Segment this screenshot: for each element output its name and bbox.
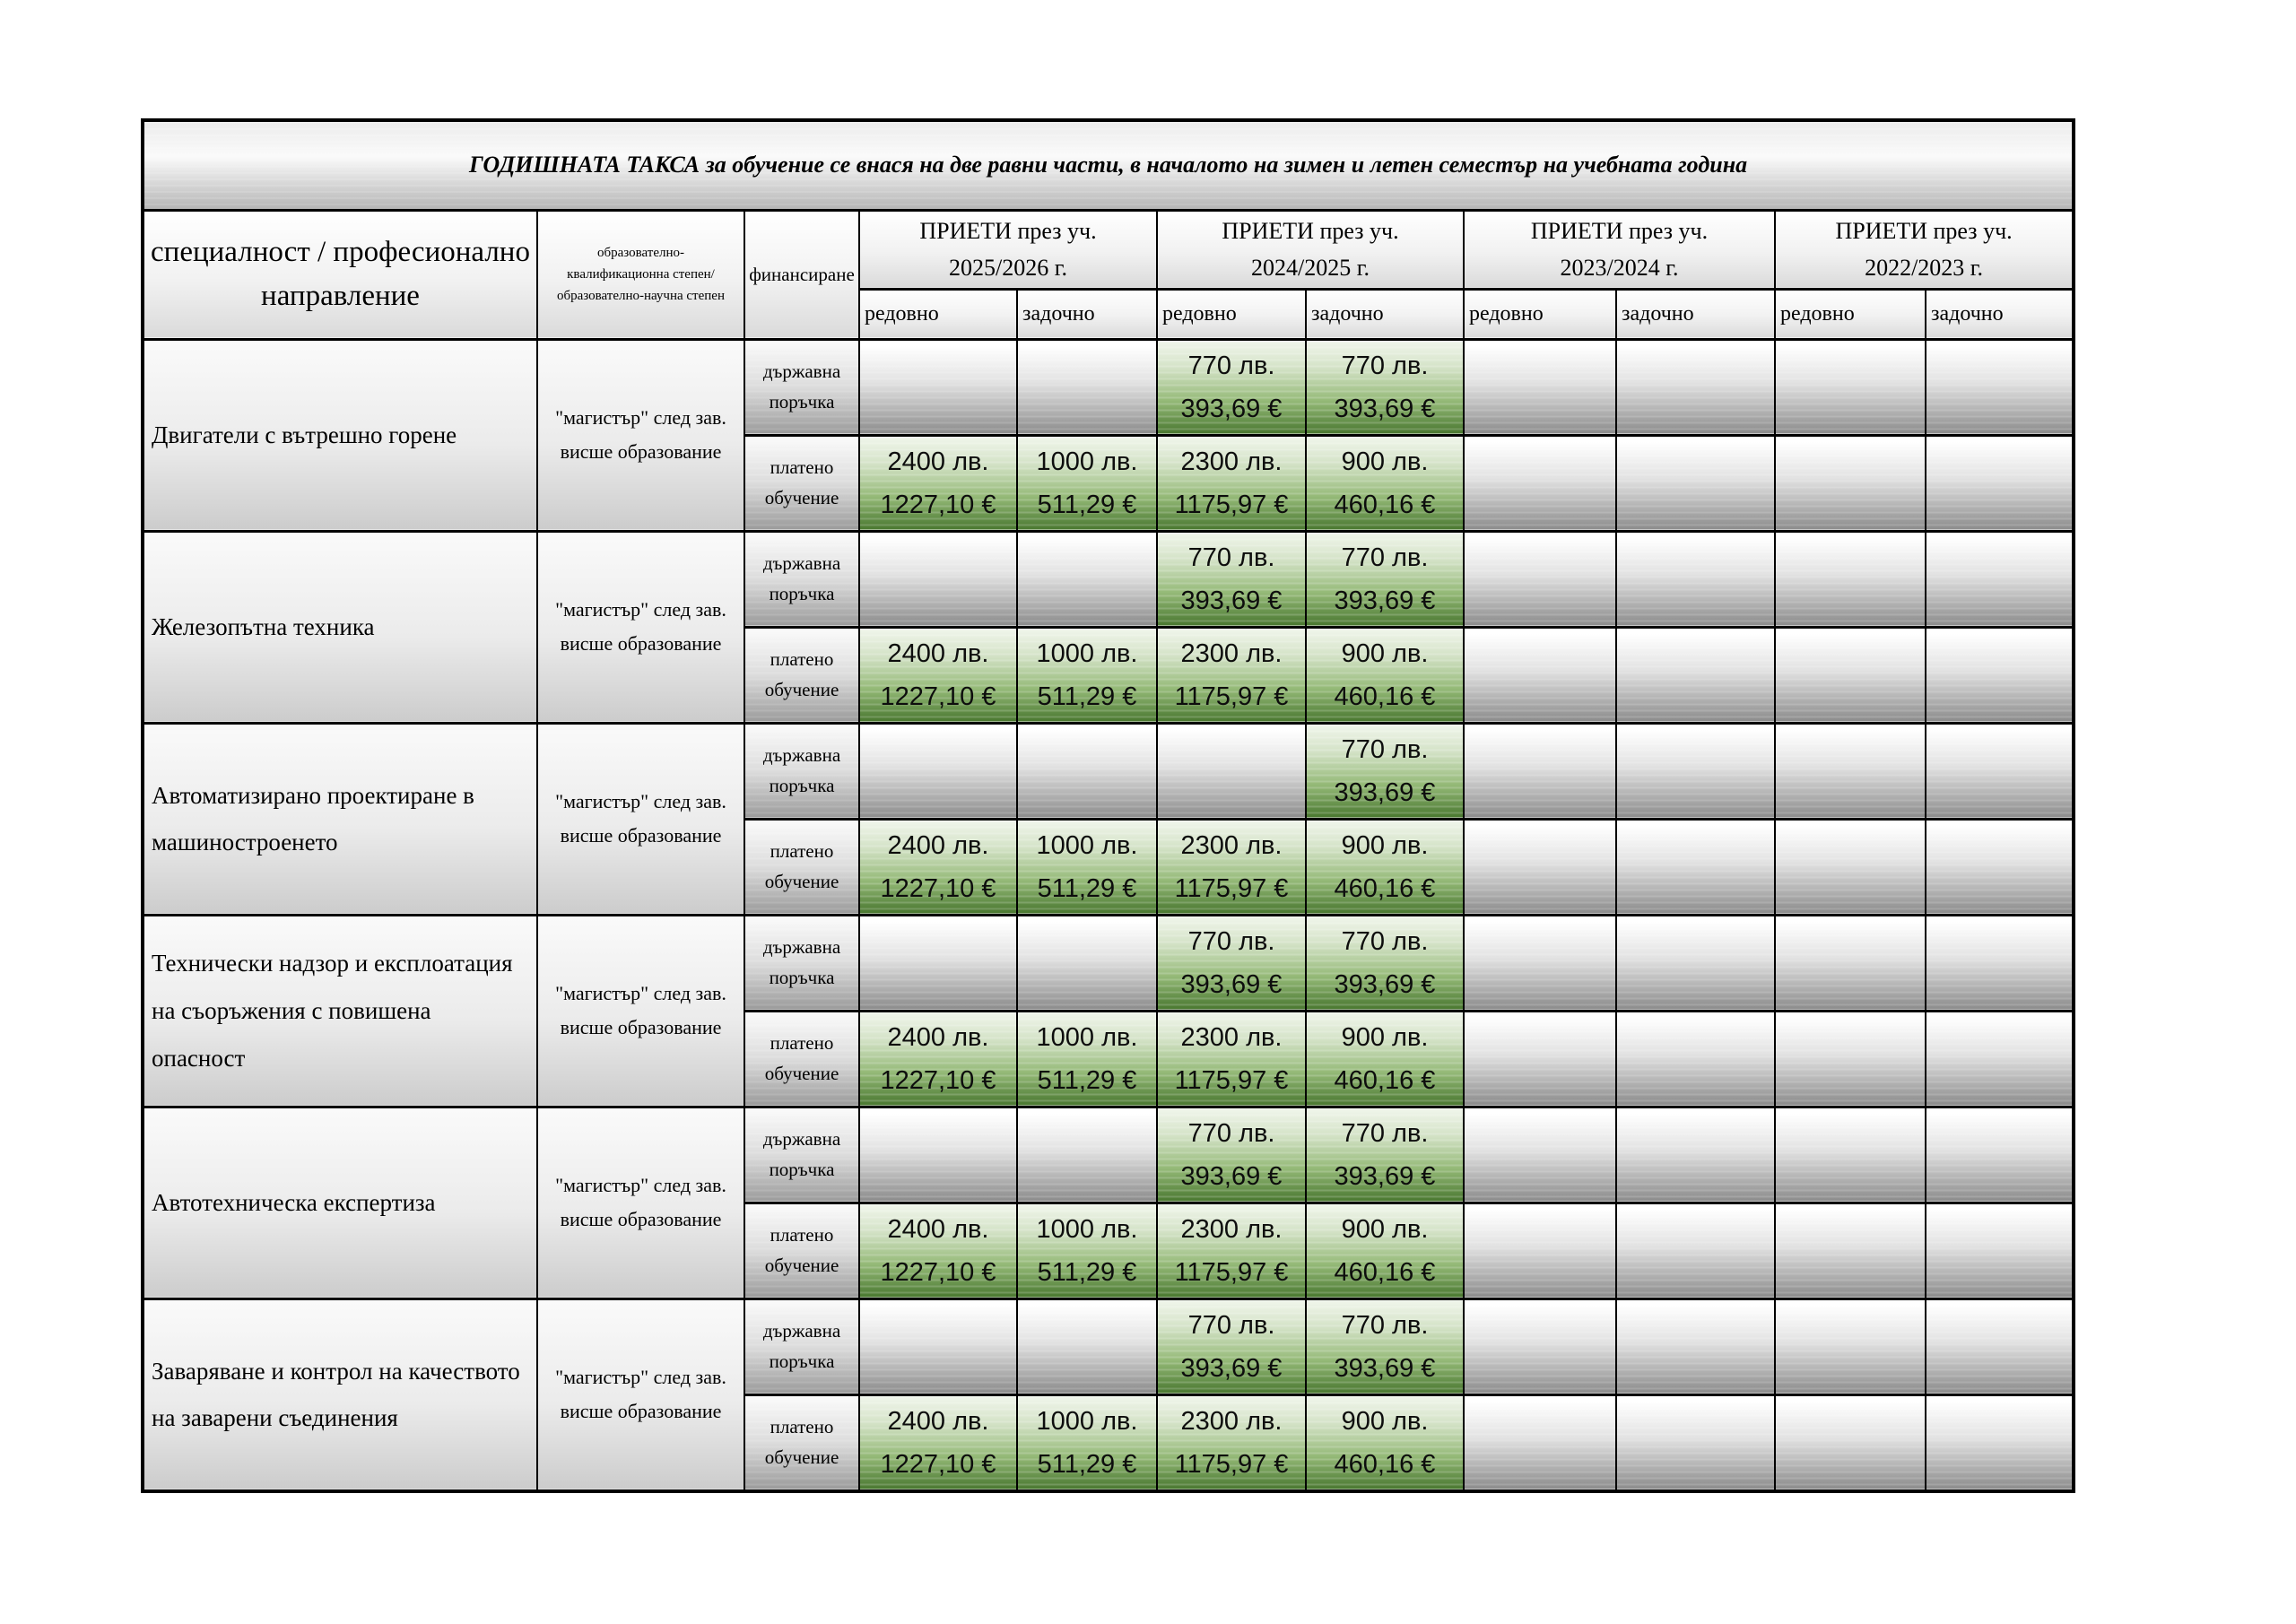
fee-amount-lv: 1000 лв. bbox=[1036, 1022, 1138, 1052]
fee-amount-lv: 770 лв. bbox=[1187, 926, 1275, 956]
fee-amount-lv: 770 лв. bbox=[1187, 351, 1275, 380]
fee-cell bbox=[1157, 1011, 1306, 1107]
fee-cell-empty bbox=[1616, 1203, 1775, 1298]
fee-amount-eur: 460,16 € bbox=[1334, 1449, 1436, 1479]
mode-header-full-time: редовно bbox=[1157, 289, 1306, 339]
fee-cell-empty bbox=[1926, 1011, 2074, 1107]
fee-amount-eur: 393,69 € bbox=[1334, 969, 1436, 999]
fee-cell-empty bbox=[1464, 819, 1616, 915]
fee-amount-lv: 770 лв. bbox=[1187, 1118, 1275, 1148]
fee-amount-eur: 511,29 € bbox=[1037, 873, 1137, 903]
fee-amount-eur: 460,16 € bbox=[1334, 1257, 1436, 1287]
year-header-label: ПРИЕТИ през уч. bbox=[1222, 217, 1399, 244]
specialty-cell: Автоматизирано проектиране в машиностроенето bbox=[143, 723, 537, 915]
specialty-cell: Железопътна техника bbox=[143, 531, 537, 723]
fee-cell bbox=[1017, 435, 1157, 531]
fee-cell-empty bbox=[1775, 1298, 1926, 1394]
fee-cell-empty bbox=[1464, 1298, 1616, 1394]
fee-cell-empty bbox=[1926, 915, 2074, 1011]
fee-cell bbox=[859, 1011, 1017, 1107]
specialty-cell: Заваряване и контрол на качеството на заварени съединения bbox=[143, 1298, 537, 1491]
year-header-label: ПРИЕТИ през уч. bbox=[1530, 217, 1709, 244]
financing-paid-label: платено обучение bbox=[744, 1203, 859, 1298]
fee-cell bbox=[1157, 1394, 1306, 1491]
fee-amount-eur: 393,69 € bbox=[1180, 394, 1283, 423]
fee-amount-lv: 2300 лв. bbox=[1180, 447, 1283, 476]
fee-cell-empty bbox=[1775, 1011, 1926, 1107]
fee-amount-eur: 511,29 € bbox=[1037, 1065, 1137, 1095]
fee-cell-empty bbox=[1926, 531, 2074, 627]
fee-cell-empty bbox=[1616, 915, 1775, 1011]
fee-amount-lv: 900 лв. bbox=[1341, 1406, 1429, 1436]
fee-amount-eur: 1227,10 € bbox=[880, 1257, 996, 1287]
fee-cell-empty bbox=[1464, 1107, 1616, 1203]
specialty-cell: Технически надзор и експлоатация на съоръжения с повишена опасност bbox=[143, 915, 537, 1107]
financing-state-label: държавна поръчка bbox=[744, 339, 859, 435]
fee-cell-empty bbox=[1464, 1011, 1616, 1107]
fee-table bbox=[141, 118, 2075, 1493]
fee-cell bbox=[1306, 435, 1464, 531]
fee-amount-lv: 2400 лв. bbox=[887, 1214, 989, 1244]
fee-cell-empty bbox=[1017, 531, 1157, 627]
fee-row-state bbox=[143, 339, 2074, 435]
fee-row-state bbox=[143, 915, 2074, 1011]
fee-amount-eur: 511,29 € bbox=[1037, 682, 1137, 711]
fee-cell-empty bbox=[859, 1107, 1017, 1203]
fee-amount-eur: 1175,97 € bbox=[1174, 682, 1289, 711]
fee-amount-eur: 460,16 € bbox=[1334, 1065, 1436, 1095]
fee-amount-eur: 1175,97 € bbox=[1174, 1257, 1289, 1287]
fee-amount-lv: 2400 лв. bbox=[887, 447, 989, 476]
fee-cell-empty bbox=[1775, 819, 1926, 915]
fee-cell-empty bbox=[1926, 627, 2074, 723]
fee-cell-empty bbox=[1017, 1107, 1157, 1203]
fee-amount-lv: 2300 лв. bbox=[1180, 830, 1283, 860]
fee-cell bbox=[1157, 1298, 1306, 1394]
fee-row-state bbox=[143, 723, 2074, 819]
fee-amount-lv: 2300 лв. bbox=[1180, 1022, 1283, 1052]
fee-cell-empty bbox=[1616, 723, 1775, 819]
financing-state-label: държавна поръчка bbox=[744, 1107, 859, 1203]
fee-cell-empty bbox=[1464, 1203, 1616, 1298]
degree-cell: "магистър" след зав. висше образование bbox=[537, 1298, 744, 1491]
fee-cell bbox=[1306, 1107, 1464, 1203]
fee-cell-empty bbox=[1157, 723, 1306, 819]
fee-cell-empty bbox=[1464, 627, 1616, 723]
fee-cell bbox=[1306, 1298, 1464, 1394]
fee-amount-lv: 2400 лв. bbox=[887, 1022, 989, 1052]
fee-cell bbox=[1017, 1394, 1157, 1491]
fee-amount-eur: 1175,97 € bbox=[1174, 490, 1289, 519]
financing-paid-label: платено обучение bbox=[744, 435, 859, 531]
fee-amount-lv: 2400 лв. bbox=[887, 638, 989, 668]
col-header-year-2022-2023 bbox=[1775, 210, 2074, 289]
degree-cell: "магистър" след зав. висше образование bbox=[537, 339, 744, 531]
fee-amount-eur: 393,69 € bbox=[1334, 586, 1436, 615]
fee-cell bbox=[1157, 1203, 1306, 1298]
fee-amount-lv: 900 лв. bbox=[1341, 1214, 1429, 1244]
fee-cell-empty bbox=[1464, 339, 1616, 435]
degree-cell: "магистър" след зав. висше образование bbox=[537, 723, 744, 915]
header-row bbox=[143, 210, 2074, 289]
year-header-period: 2023/2024 г. bbox=[1560, 255, 1679, 282]
financing-paid-label: платено обучение bbox=[744, 819, 859, 915]
fee-cell-empty bbox=[1616, 1107, 1775, 1203]
fee-cell-empty bbox=[1616, 627, 1775, 723]
fee-cell-empty bbox=[1926, 819, 2074, 915]
financing-state-label: държавна поръчка bbox=[744, 915, 859, 1011]
fee-cell-empty bbox=[859, 531, 1017, 627]
year-header-period: 2022/2023 г. bbox=[1865, 255, 1984, 282]
fee-amount-lv: 2300 лв. bbox=[1180, 1214, 1283, 1244]
fee-amount-lv: 900 лв. bbox=[1341, 638, 1429, 668]
fee-cell-empty bbox=[1775, 435, 1926, 531]
fee-row-state bbox=[143, 1107, 2074, 1203]
fee-cell bbox=[859, 627, 1017, 723]
fee-cell-empty bbox=[1616, 531, 1775, 627]
fee-cell bbox=[1306, 1203, 1464, 1298]
fee-row-state bbox=[143, 1298, 2074, 1394]
fee-cell-empty bbox=[1775, 723, 1926, 819]
fee-amount-lv: 900 лв. bbox=[1341, 830, 1429, 860]
fee-cell-empty bbox=[1926, 435, 2074, 531]
fee-cell-empty bbox=[1616, 435, 1775, 531]
fee-amount-eur: 1175,97 € bbox=[1174, 1449, 1289, 1479]
fee-cell-empty bbox=[1926, 1107, 2074, 1203]
fee-cell-empty bbox=[1775, 627, 1926, 723]
mode-header-full-time: редовно bbox=[1464, 289, 1616, 339]
fee-cell-empty bbox=[1464, 723, 1616, 819]
fee-cell-empty bbox=[1775, 1107, 1926, 1203]
fee-amount-lv: 770 лв. bbox=[1341, 543, 1429, 572]
title-row bbox=[143, 120, 2074, 210]
fee-amount-eur: 393,69 € bbox=[1334, 1161, 1436, 1191]
year-header-period: 2024/2025 г. bbox=[1251, 255, 1370, 282]
fee-cell-empty bbox=[1775, 531, 1926, 627]
mode-header-part-time: задочно bbox=[1306, 289, 1464, 339]
table-title: ГОДИШНАТА ТАКСА за обучение се внася на две равни части, в началото на зимен и летен семестър на учебната година bbox=[143, 120, 2074, 210]
financing-state-label: държавна поръчка bbox=[744, 531, 859, 627]
fee-cell bbox=[859, 1203, 1017, 1298]
col-header-financing: финансиране bbox=[744, 210, 859, 339]
fee-cell bbox=[1017, 819, 1157, 915]
fee-cell-empty bbox=[1775, 1203, 1926, 1298]
fee-cell bbox=[1306, 915, 1464, 1011]
mode-header-full-time: редовно bbox=[859, 289, 1017, 339]
fee-amount-eur: 393,69 € bbox=[1180, 969, 1283, 999]
fee-amount-eur: 1227,10 € bbox=[880, 682, 996, 711]
mode-header-part-time: задочно bbox=[1017, 289, 1157, 339]
fee-amount-lv: 2400 лв. bbox=[887, 830, 989, 860]
fee-amount-eur: 393,69 € bbox=[1180, 586, 1283, 615]
fee-cell-empty bbox=[859, 339, 1017, 435]
fee-amount-eur: 1227,10 € bbox=[880, 490, 996, 519]
fee-cell-empty bbox=[1464, 435, 1616, 531]
col-header-year-2024-2025 bbox=[1157, 210, 1464, 289]
fee-table-body bbox=[143, 339, 2074, 1491]
fee-amount-eur: 393,69 € bbox=[1334, 777, 1436, 807]
fee-cell bbox=[859, 435, 1017, 531]
fee-cell bbox=[1017, 627, 1157, 723]
fee-cell-empty bbox=[1616, 339, 1775, 435]
fee-cell bbox=[1017, 1203, 1157, 1298]
fee-cell-empty bbox=[859, 1298, 1017, 1394]
fee-amount-lv: 2300 лв. bbox=[1180, 1406, 1283, 1436]
fee-cell-empty bbox=[1775, 339, 1926, 435]
fee-cell bbox=[1306, 531, 1464, 627]
fee-amount-eur: 1175,97 € bbox=[1174, 873, 1289, 903]
fee-amount-lv: 770 лв. bbox=[1187, 543, 1275, 572]
degree-cell: "магистър" след зав. висше образование bbox=[537, 531, 744, 723]
fee-amount-lv: 1000 лв. bbox=[1036, 1406, 1138, 1436]
fee-cell-empty bbox=[1616, 1011, 1775, 1107]
fee-amount-lv: 1000 лв. bbox=[1036, 830, 1138, 860]
fee-cell-empty bbox=[859, 915, 1017, 1011]
specialty-cell: Двигатели с вътрешно горене bbox=[143, 339, 537, 531]
fee-cell-empty bbox=[1017, 915, 1157, 1011]
fee-cell-empty bbox=[1926, 1394, 2074, 1491]
fee-amount-eur: 1227,10 € bbox=[880, 1449, 996, 1479]
fee-cell bbox=[1306, 1011, 1464, 1107]
fee-amount-eur: 393,69 € bbox=[1180, 1353, 1283, 1383]
fee-cell bbox=[1306, 627, 1464, 723]
fee-cell-empty bbox=[1926, 723, 2074, 819]
fee-amount-eur: 393,69 € bbox=[1180, 1161, 1283, 1191]
mode-header-part-time: задочно bbox=[1926, 289, 2074, 339]
degree-cell: "магистър" след зав. висше образование bbox=[537, 1107, 744, 1298]
financing-paid-label: платено обучение bbox=[744, 627, 859, 723]
col-header-degree: образователно-квалификационна степен/образователно-научна степен bbox=[537, 210, 744, 339]
year-header-label: ПРИЕТИ през уч. bbox=[1835, 217, 2013, 244]
fee-cell bbox=[1306, 819, 1464, 915]
fee-amount-eur: 460,16 € bbox=[1334, 682, 1436, 711]
financing-state-label: държавна поръчка bbox=[744, 1298, 859, 1394]
fee-cell bbox=[1157, 915, 1306, 1011]
fee-amount-eur: 460,16 € bbox=[1334, 490, 1436, 519]
fee-amount-lv: 1000 лв. bbox=[1036, 1214, 1138, 1244]
fee-cell-empty bbox=[1616, 819, 1775, 915]
fee-amount-eur: 1227,10 € bbox=[880, 873, 996, 903]
fee-cell-empty bbox=[1775, 915, 1926, 1011]
fee-cell bbox=[1157, 339, 1306, 435]
specialty-cell: Автотехническа експертиза bbox=[143, 1107, 537, 1298]
mode-header-full-time: редовно bbox=[1775, 289, 1926, 339]
fee-cell-empty bbox=[859, 723, 1017, 819]
fee-cell-empty bbox=[1926, 1298, 2074, 1394]
fee-cell bbox=[1157, 435, 1306, 531]
fee-cell-empty bbox=[1616, 1298, 1775, 1394]
fee-cell-empty bbox=[1926, 1203, 2074, 1298]
fee-amount-lv: 770 лв. bbox=[1187, 1310, 1275, 1340]
fee-amount-lv: 1000 лв. bbox=[1036, 638, 1138, 668]
fee-cell bbox=[1306, 1394, 1464, 1491]
fee-amount-lv: 900 лв. bbox=[1341, 1022, 1429, 1052]
fee-cell bbox=[1157, 531, 1306, 627]
fee-amount-eur: 1227,10 € bbox=[880, 1065, 996, 1095]
year-header-label: ПРИЕТИ през уч. bbox=[919, 217, 1097, 244]
financing-paid-label: платено обучение bbox=[744, 1011, 859, 1107]
fee-amount-lv: 770 лв. bbox=[1341, 926, 1429, 956]
fee-cell-empty bbox=[1775, 1394, 1926, 1491]
degree-cell: "магистър" след зав. висше образование bbox=[537, 915, 744, 1107]
fee-amount-lv: 900 лв. bbox=[1341, 447, 1429, 476]
fee-cell bbox=[1157, 819, 1306, 915]
fee-amount-eur: 1175,97 € bbox=[1174, 1065, 1289, 1095]
fee-cell bbox=[1306, 723, 1464, 819]
fee-amount-lv: 770 лв. bbox=[1341, 1310, 1429, 1340]
fee-amount-eur: 511,29 € bbox=[1037, 490, 1137, 519]
mode-header-part-time: задочно bbox=[1616, 289, 1775, 339]
fee-cell bbox=[859, 819, 1017, 915]
fee-cell bbox=[1017, 1011, 1157, 1107]
col-header-year-2023-2024 bbox=[1464, 210, 1775, 289]
fee-cell bbox=[1306, 339, 1464, 435]
financing-paid-label: платено обучение bbox=[744, 1394, 859, 1491]
fee-amount-eur: 511,29 € bbox=[1037, 1257, 1137, 1287]
fee-amount-eur: 393,69 € bbox=[1334, 394, 1436, 423]
fee-amount-eur: 511,29 € bbox=[1037, 1449, 1137, 1479]
fee-cell-empty bbox=[1616, 1394, 1775, 1491]
fee-row-state bbox=[143, 531, 2074, 627]
fee-cell-empty bbox=[1017, 723, 1157, 819]
fee-amount-eur: 393,69 € bbox=[1334, 1353, 1436, 1383]
fee-cell-empty bbox=[1926, 339, 2074, 435]
fee-amount-lv: 1000 лв. bbox=[1036, 447, 1138, 476]
fee-cell-empty bbox=[1464, 531, 1616, 627]
fee-cell bbox=[1157, 1107, 1306, 1203]
fee-amount-eur: 460,16 € bbox=[1334, 873, 1436, 903]
col-header-year-2025-2026 bbox=[859, 210, 1157, 289]
fee-amount-lv: 2300 лв. bbox=[1180, 638, 1283, 668]
financing-state-label: държавна поръчка bbox=[744, 723, 859, 819]
col-header-specialty: специалност / професионално направление bbox=[143, 210, 537, 339]
fee-amount-lv: 770 лв. bbox=[1341, 1118, 1429, 1148]
year-header-period: 2025/2026 г. bbox=[949, 255, 1067, 282]
fee-cell bbox=[1157, 627, 1306, 723]
fee-cell bbox=[859, 1394, 1017, 1491]
fee-amount-lv: 2400 лв. bbox=[887, 1406, 989, 1436]
fee-cell-empty bbox=[1464, 1394, 1616, 1491]
fee-cell-empty bbox=[1017, 1298, 1157, 1394]
fee-amount-lv: 770 лв. bbox=[1341, 351, 1429, 380]
fee-cell-empty bbox=[1017, 339, 1157, 435]
fee-amount-lv: 770 лв. bbox=[1341, 734, 1429, 764]
fee-cell-empty bbox=[1464, 915, 1616, 1011]
